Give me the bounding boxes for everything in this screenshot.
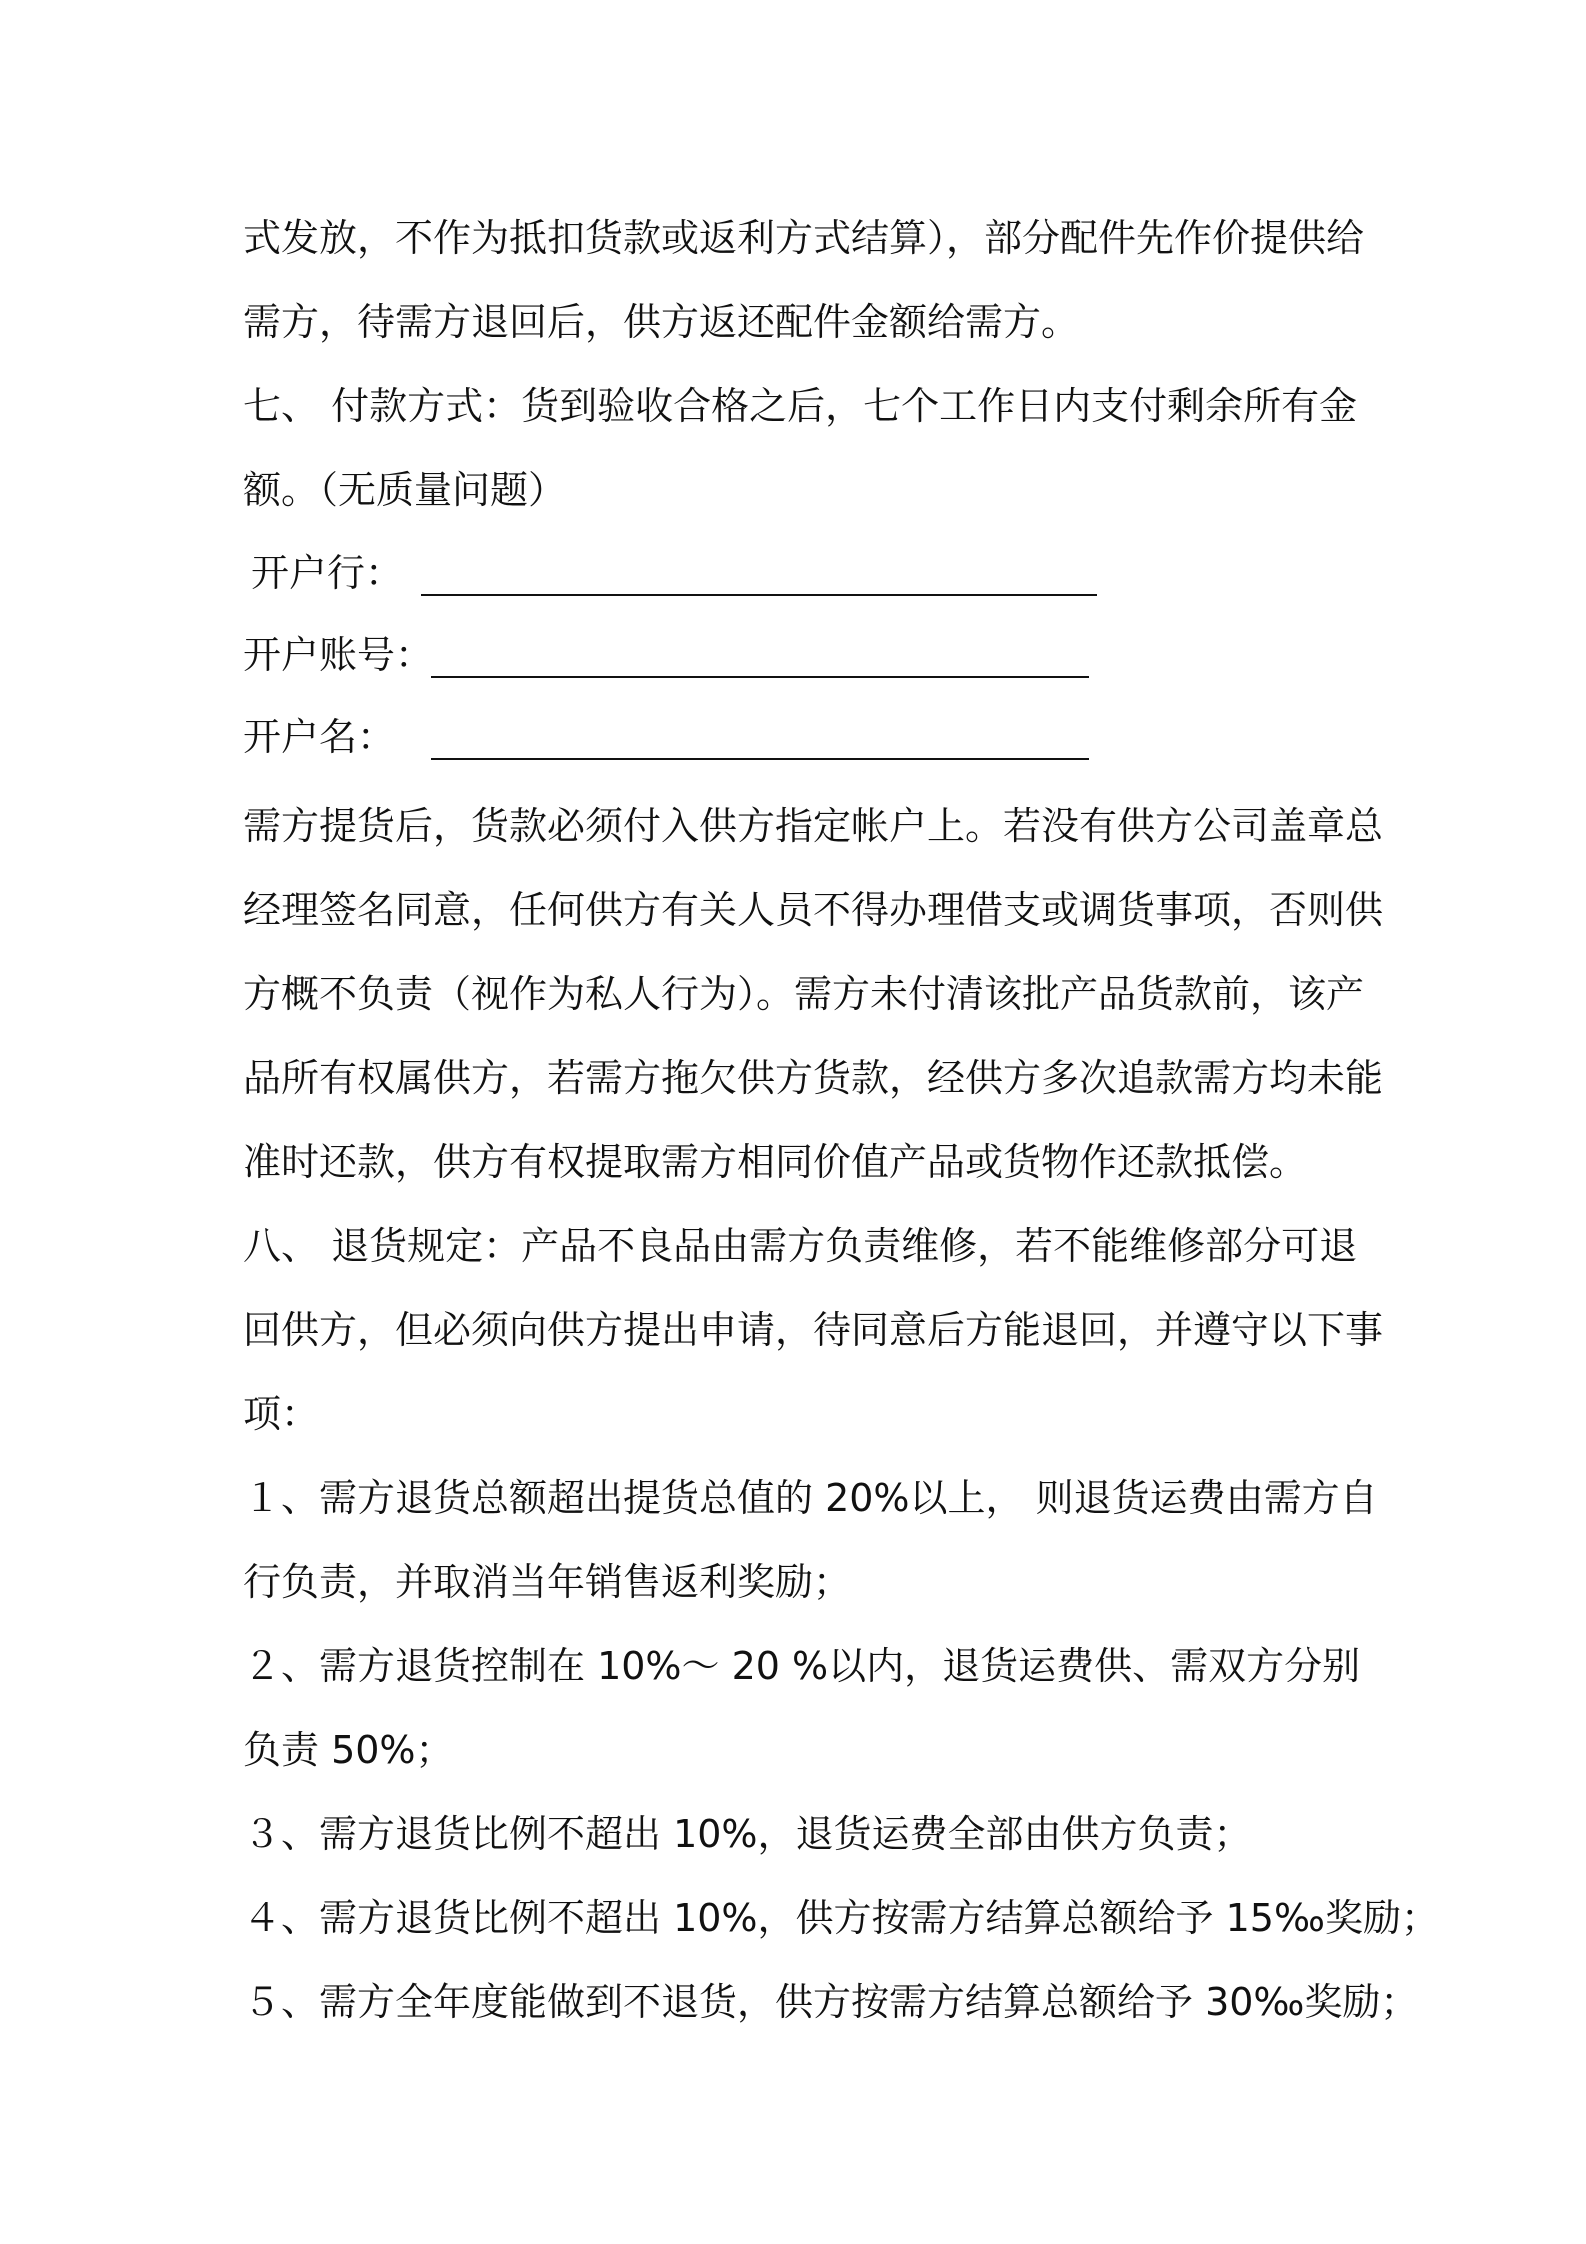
text-line: 回供方，但必须向供方提出申请，待同意后方能退回，并遵守以下事 <box>243 1308 1384 1352</box>
field-label-account-name: 开户名： <box>243 715 396 759</box>
return-rules-list <box>243 1456 1439 2044</box>
section-heading-7: 七、 付款方式：货到验收合格之后，七个工作日内支付剩余所有金 <box>243 384 1358 428</box>
document-body <box>243 196 1439 2044</box>
paragraph-payment-terms <box>243 784 1384 1204</box>
text-line: 项： <box>243 1392 320 1436</box>
blank-line-account-number[interactable] <box>431 674 1089 678</box>
section-heading-8: 八、 退货规定：产品不良品由需方负责维修，若不能维修部分可退 <box>243 1224 1358 1268</box>
field-label-bank: 开户行： <box>251 551 404 595</box>
list-item-2: ２、需方退货控制在 10%～ 20 %以内，退货运费供、需双方分别 <box>243 1644 1361 1688</box>
list-item-2-cont: 负责 50%； <box>243 1728 454 1772</box>
field-account-name <box>243 696 1363 778</box>
blank-line-account-name[interactable] <box>431 756 1089 760</box>
paragraph-delivery-parts <box>243 196 1363 364</box>
list-item-1-cont: 行负责，并取消当年销售返利奖励； <box>243 1560 852 1604</box>
field-bank <box>243 532 1363 614</box>
text-line: 品所有权属供方，若需方拖欠供方货款，经供方多次追款需方均未能 <box>243 1056 1384 1100</box>
section-payment-method <box>243 364 1363 532</box>
text-line: 需方提货后，货款必须付入供方指定帐户上。若没有供方公司盖章总 <box>243 804 1384 848</box>
blank-line-bank[interactable] <box>421 592 1097 596</box>
section-return-rules <box>243 1204 1384 1456</box>
field-account-number <box>243 614 1363 696</box>
text-line: 式发放，不作为抵扣货款或返利方式结算），部分配件先作价提供给 <box>243 216 1365 260</box>
text-line: 经理签名同意，任何供方有关人员不得办理借支或调货事项，否则供 <box>243 888 1384 932</box>
text-line: 准时还款，供方有权提取需方相同价值产品或货物作还款抵偿。 <box>243 1140 1308 1184</box>
bank-account-fields <box>243 532 1363 778</box>
list-item-4: ４、需方退货比例不超出 10%，供方按需方结算总额给予 15‰奖励； <box>243 1896 1439 1940</box>
list-item-3: ３、需方退货比例不超出 10%，退货运费全部由供方负责； <box>243 1812 1252 1856</box>
list-item-5: ５、需方全年度能做到不退货，供方按需方结算总额给予 30‰奖励； <box>243 1980 1419 2024</box>
text-line: 额。（无质量问题） <box>243 468 567 512</box>
list-item-1: １、需方退货总额超出提货总值的 20%以上， 则退货运费由需方自 <box>243 1476 1378 1520</box>
text-line: 需方，待需方退回后，供方返还配件金额给需方。 <box>243 300 1080 344</box>
field-label-account-number: 开户账号： <box>243 633 434 677</box>
text-line: 方概不负责（视作为私人行为）。需方未付清该批产品货款前，该产 <box>243 972 1365 1016</box>
